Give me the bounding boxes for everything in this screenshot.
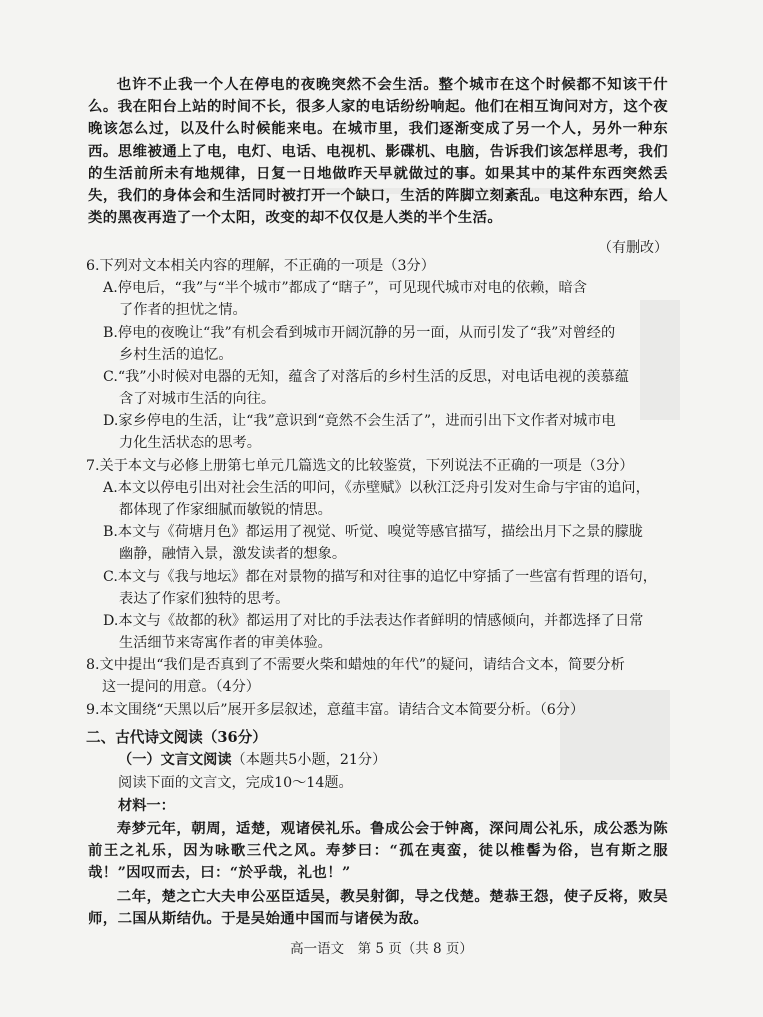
question-7-option-a [103,477,669,522]
reading-instruction: 阅读下面的文言文，完成10～14题。 [118,775,353,791]
subsection-heading [118,749,386,769]
classical-text-paragraph: 寿梦元年，朝周，适楚，观诸侯礼乐。鲁成公会于钟离，深问周公礼乐，成公悉为陈前王之礼乐，因为咏歌三代之风。寿梦曰：“孤在夷蛮，徒以椎髻为俗，岂有斯之服哉！”因叹而去，曰：“於乎哉，礼也！” [88,820,668,882]
section-heading: 二、古代诗文阅读（36分） [86,729,267,746]
option-line: C.本文与《我与地坛》都在对景物的描写和对往事的追忆中穿插了一些富有哲理的语句， [103,569,657,585]
option-line: C.“我”小时候对电器的无知，蕴含了对落后的乡村生活的反思，对电话电视的羡慕蕴 [103,369,629,385]
page-footer: 高一语文 第 5 页（共 8 页） [290,941,473,957]
question-7-option-c [103,566,669,611]
question-line: 这一提问的用意。（4分） [102,679,260,696]
question-7-option-b [103,521,669,566]
subsection-note: （本题共5小题，21分） [231,752,387,768]
option-line: B.本文与《荷塘月色》都运用了视觉、听觉、嗅觉等感官描写，描绘出月下之景的朦胧 [103,524,643,540]
option-line: 表达了作家们独特的思考。 [119,591,290,608]
material-label: 材料一： [118,798,175,814]
option-line: 了作者的担忧之情。 [119,302,247,319]
question-7-stem: 7.关于本文与必修上册第七单元几篇选文的比较鉴赏，下列说法不正确的一项是（3分） [86,458,634,474]
option-line: 幽静，融情入景，激发读者的想象。 [119,546,347,563]
option-line: A.本文以停电引出对社会生活的叩问，《赤壁赋》以秋江泛舟引发对生命与宇宙的追问， [103,480,650,496]
question-6-option-b [103,322,669,367]
option-line: 都体现了作家细腻而敏锐的情思。 [119,502,332,519]
option-line: 乡村生活的追忆。 [119,347,233,364]
option-line: 力化生活状态的思考。 [119,435,261,452]
option-line: D.家乡停电的生活，让“我”意识到“竟然不会生活了”，进而引出下文作者对城市电 [103,413,616,429]
question-line: 8.文中提出“我们是否真到了不需要火柴和蜡烛的年代”的疑问，请结合文本，简要分析 [86,657,625,673]
question-9: 9.本文围绕“天黑以后”展开多层叙述，意蕴丰富。请结合文本简要分析。（6分） [86,702,585,718]
option-line: 生活细节来寄寓作者的审美体验。 [119,635,332,652]
question-6-option-c [103,366,669,411]
question-8 [86,654,676,699]
question-6-option-d [103,410,669,455]
subsection-title: （一）文言文阅读 [118,752,232,768]
option-line: 含了对城市生活的向往。 [119,391,276,408]
question-7-option-d [103,610,669,655]
option-line: A.停电后，“我”与“半个城市”都成了“瞎子”，可见现代城市对电的依赖，暗含 [103,280,587,296]
classical-text-paragraph: 二年，楚之亡大夫申公巫臣适吴，教吴射御，导之伐楚。楚恭王怨，使子反将，败吴师，二国从斯结仇。于是吴始通中国而与诸侯为敌。 [88,888,668,928]
question-6-stem: 6.下列对文本相关内容的理解，不正确的一项是（3分） [86,258,435,274]
passage-source-note: （有删改） [598,240,668,256]
option-line: B.停电的夜晚让“我”有机会看到城市开阔沉静的另一面，从而引发了“我”对曾经的 [103,325,616,341]
question-6-option-a [103,277,669,322]
option-line: D.本文与《故都的秋》都运用了对比的手法表达作者鲜明的情感倾向，并都选择了日常 [103,613,644,629]
passage-paragraph: 也许不止我一个人在停电的夜晚突然不会生活。整个城市在这个时候都不知该干什么。我在阳台上站的时间不长，很多人家的电话纷纷响起。他们在相互询问对方，这个夜晚该怎么过，以及什么时候能来电。在城市里，我们逐渐变成了另一个人，另外一种东西。思维被通上了电，电灯、电话、电视机、影碟机、电脑，告诉我们该怎样思考，我们的生活前所未有地规律，日复一日地做昨天早就做过的事。如果其中的某件东西突然丢失，我们的身体会和生活同时被打开一个缺口，生活的阵脚立刻紊乱。电这种东西，给人类的黑夜再造了一个太阳，改变的却不仅仅是人类的半个生活。 [88,76,668,227]
